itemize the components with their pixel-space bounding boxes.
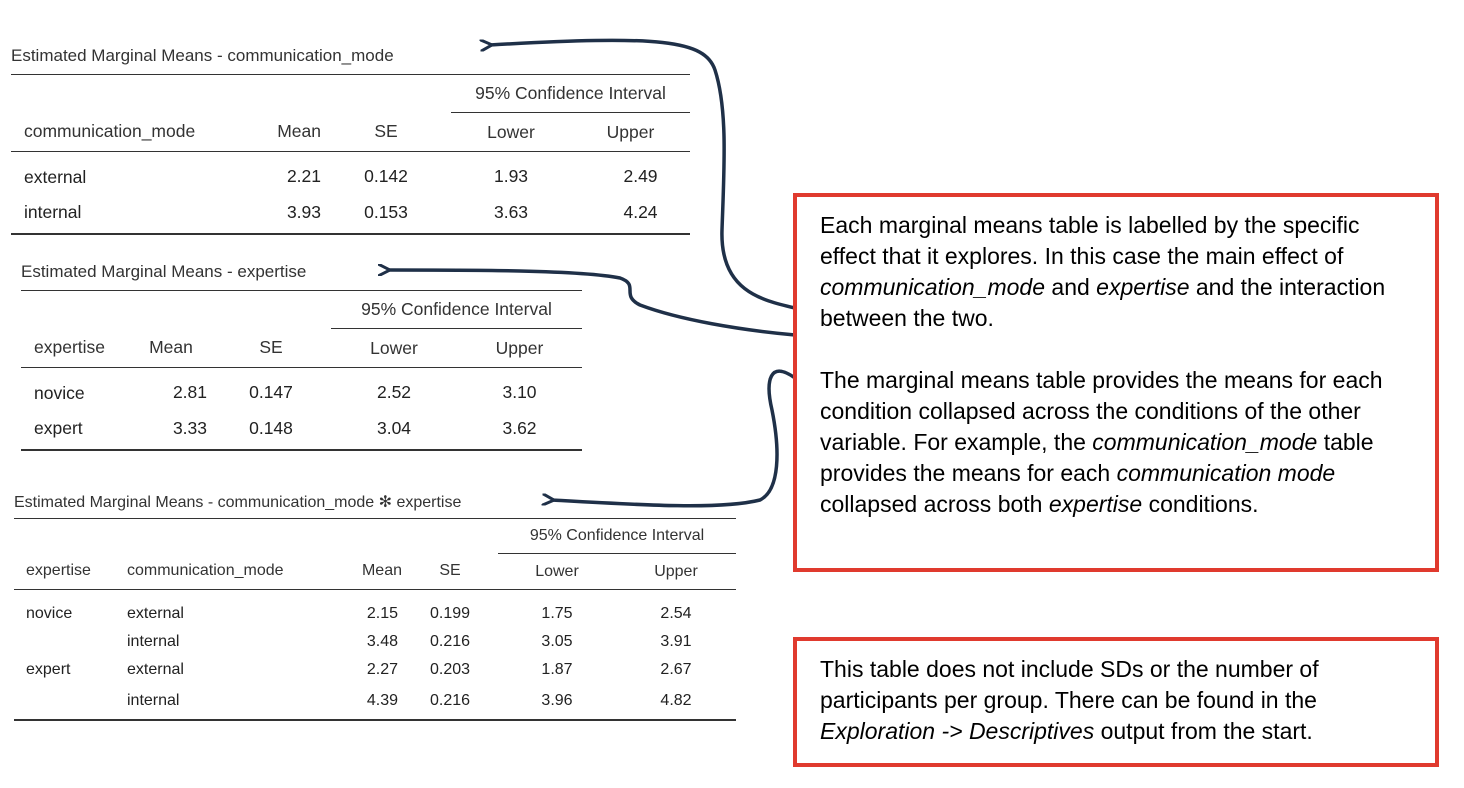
column-header: SE <box>211 329 331 368</box>
cell-value: 0.203 <box>429 660 471 678</box>
row-label: internal <box>127 632 180 650</box>
cell-value: 0.216 <box>429 632 471 650</box>
column-header: communication_mode <box>11 113 241 152</box>
cell-value: 1.93 <box>493 166 529 187</box>
note-paragraph: This table does not include SDs or the number of participants per group. There can be found in the Exploration -> Descriptives output from the start. <box>820 656 1319 744</box>
table-title-communication-mode: Estimated Marginal Means - communication_mode <box>11 46 394 65</box>
row-label: external <box>127 660 184 678</box>
cell-value: 0.199 <box>429 604 471 622</box>
column-header: Lower <box>451 113 571 152</box>
column-header: SE <box>321 113 451 152</box>
cell-value: 4.24 <box>571 192 690 234</box>
cell-value: 2.54 <box>660 604 692 622</box>
ci-header: 95% Confidence Interval <box>498 519 736 554</box>
table-title-interaction: Estimated Marginal Means - communication_mode ✻ expertise <box>14 494 462 511</box>
column-header: Upper <box>457 329 582 368</box>
cell-value: 0.153 <box>321 192 451 234</box>
arrow-to-table1 <box>490 40 795 308</box>
cell-value: 0.142 <box>364 166 408 187</box>
column-header: Lower <box>498 554 616 590</box>
ci-header: 95% Confidence Interval <box>331 291 582 329</box>
column-header: Mean <box>241 113 321 152</box>
column-header: communication_mode <box>124 554 336 590</box>
cell-value: 3.10 <box>502 382 537 403</box>
column-header: expertise <box>21 329 131 368</box>
column-header: SE <box>402 554 498 590</box>
cell-value: 3.33 <box>131 408 211 450</box>
cell-value: 3.93 <box>241 192 321 234</box>
explanation-note <box>793 193 1439 572</box>
arrow-to-table3 <box>552 371 795 506</box>
column-header: Mean <box>336 554 402 590</box>
cell-value: 3.91 <box>660 632 692 650</box>
cell-value: 3.05 <box>541 632 573 650</box>
cell-value: 3.62 <box>457 408 582 450</box>
cell-value: 4.39 <box>336 684 402 720</box>
row-label: internal <box>124 684 336 720</box>
note-paragraph: Each marginal means table is labelled by the specific effect that it explores. In this case the main effect of communication_mode and expertise and the interaction between the two. <box>820 212 1386 331</box>
row-label: expert <box>26 660 71 678</box>
cell-value: 2.27 <box>366 660 398 678</box>
row-label: novice <box>26 604 73 622</box>
cell-value: 3.96 <box>498 684 616 720</box>
column-header: Lower <box>331 329 457 368</box>
descriptives-note <box>793 637 1439 767</box>
column-header: Upper <box>616 554 736 590</box>
cell-value: 3.04 <box>331 408 457 450</box>
cell-value: 0.216 <box>402 684 498 720</box>
ci-header: 95% Confidence Interval <box>451 75 690 113</box>
cell-value: 1.87 <box>541 660 573 678</box>
cell-value: 2.49 <box>623 166 658 187</box>
cell-value: 2.81 <box>172 382 207 403</box>
cell-value: 2.15 <box>366 604 398 622</box>
table-title-expertise: Estimated Marginal Means - expertise <box>21 262 307 281</box>
cell-value: 3.48 <box>366 632 398 650</box>
cell-value: 2.52 <box>376 382 412 403</box>
cell-value: 0.147 <box>249 382 293 403</box>
cell-value: 3.63 <box>451 192 571 234</box>
row-label: external <box>127 604 184 622</box>
column-header: Mean <box>131 329 211 368</box>
cell-value: 2.21 <box>286 166 321 187</box>
row-label: novice <box>34 383 85 404</box>
row-label: expert <box>21 408 131 450</box>
row-label: internal <box>11 192 241 234</box>
cell-value: 4.82 <box>616 684 736 720</box>
cell-value: 2.67 <box>660 660 692 678</box>
cell-value: 0.148 <box>211 408 331 450</box>
cell-value: 1.75 <box>541 604 573 622</box>
column-header: expertise <box>14 554 124 590</box>
row-label: external <box>24 167 87 188</box>
note-paragraph: The marginal means table provides the means for each condition collapsed across the conditions of the other variable. For example, the communication_mode table provides the means for each communication mode collapsed across both expertise conditions. <box>820 367 1383 517</box>
column-header: Upper <box>571 113 690 152</box>
